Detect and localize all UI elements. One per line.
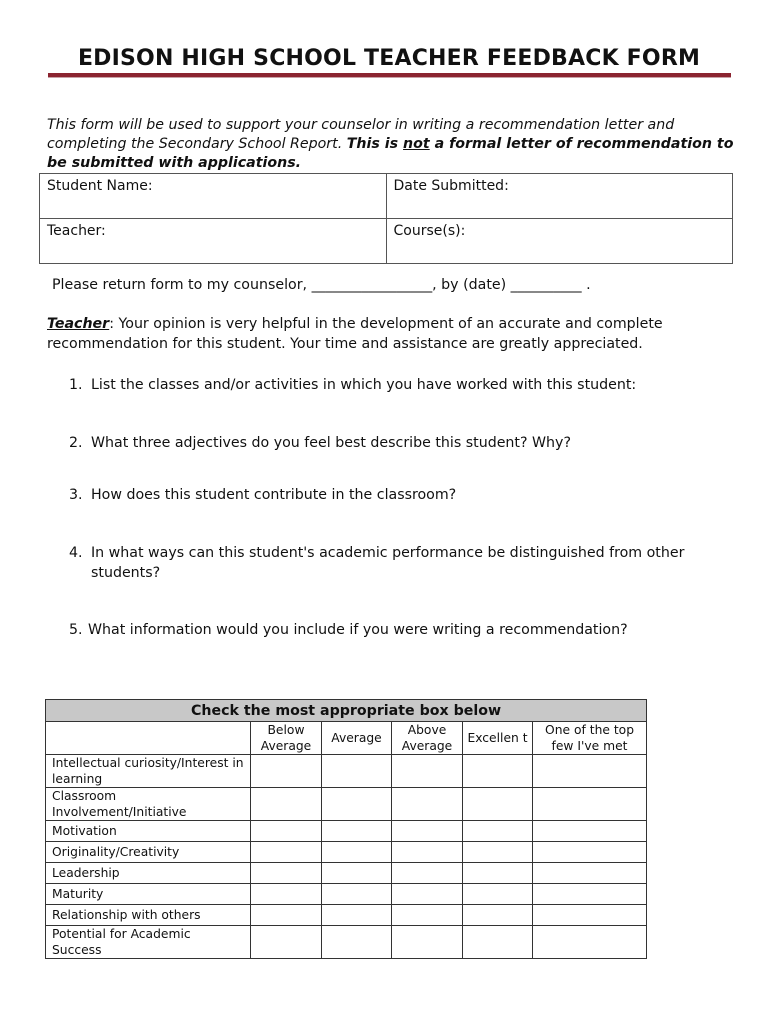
rating-checkbox[interactable] [251, 884, 322, 905]
rating-checkbox[interactable] [463, 926, 533, 959]
teacher-note-text: : Your opinion is very helpful in the development of an accurate and complete recommendation for this student. Your time and assistance are greatly appreciated. [47, 316, 663, 352]
question-number: 2. [69, 435, 83, 451]
intro-text [47, 116, 737, 173]
question-text: List the classes and/or activities in which you have worked with this student: [91, 377, 637, 393]
rating-checkbox[interactable] [463, 755, 533, 788]
rating-checkbox[interactable] [322, 926, 392, 959]
rating-checkbox[interactable] [392, 926, 463, 959]
teacher-label: Teacher: [47, 223, 106, 239]
rating-checkbox[interactable] [322, 905, 392, 926]
table-row [46, 905, 647, 926]
criterion-label: Motivation [46, 821, 251, 842]
question-number: 3. [69, 487, 83, 503]
criterion-label: Leadership [46, 863, 251, 884]
rating-checkbox[interactable] [322, 788, 392, 821]
criterion-label: Maturity [46, 884, 251, 905]
rating-checkbox[interactable] [251, 905, 322, 926]
rating-checkbox[interactable] [463, 905, 533, 926]
col-average: Average [322, 722, 392, 755]
table-row [46, 863, 647, 884]
criterion-label: Classroom Involvement/Initiative [46, 788, 251, 821]
rating-heading: Check the most appropriate box below [46, 700, 647, 722]
question-text: How does this student contribute in the classroom? [91, 487, 457, 503]
return-instructions: Please return form to my counselor, _________________, by (date) __________ . [52, 277, 591, 293]
intro-bold-not: not [403, 136, 430, 152]
question-number: 5. [69, 622, 83, 638]
intro-bold-b: a formal letter of recommendation to be submitted with applications. [47, 136, 734, 171]
rating-checkbox[interactable] [533, 884, 647, 905]
criterion-label: Intellectual curiosity/Interest in learning [46, 755, 251, 788]
rating-checkbox[interactable] [463, 842, 533, 863]
rating-checkbox[interactable] [251, 842, 322, 863]
question-number: 4. [69, 545, 83, 561]
teacher-field[interactable] [40, 219, 387, 264]
rating-checkbox[interactable] [392, 821, 463, 842]
rating-checkbox[interactable] [392, 788, 463, 821]
teacher-note [47, 315, 747, 354]
table-row [46, 884, 647, 905]
student-name-label: Student Name: [47, 178, 153, 194]
table-row [46, 755, 647, 788]
rating-checkbox[interactable] [322, 821, 392, 842]
rating-checkbox[interactable] [533, 905, 647, 926]
courses-label: Course(s): [393, 223, 466, 239]
rating-checkbox[interactable] [463, 821, 533, 842]
student-name-field[interactable] [40, 174, 387, 219]
question-4 [69, 544, 729, 583]
student-info-table [39, 173, 733, 264]
rating-checkbox[interactable] [322, 884, 392, 905]
title-divider [48, 73, 731, 78]
rating-checkbox[interactable] [322, 842, 392, 863]
rating-checkbox[interactable] [392, 755, 463, 788]
question-1 [69, 376, 729, 396]
form-title: EDISON HIGH SCHOOL TEACHER FEEDBACK FORM [77, 46, 701, 71]
rating-checkbox[interactable] [463, 884, 533, 905]
question-3 [69, 486, 729, 506]
date-submitted-label: Date Submitted: [393, 178, 509, 194]
rating-checkbox[interactable] [392, 905, 463, 926]
col-excellent: Excellen t [463, 722, 533, 755]
rating-checkbox[interactable] [533, 755, 647, 788]
rating-checkbox[interactable] [392, 842, 463, 863]
criterion-label: Potential for Academic Success [46, 926, 251, 959]
intro-bold-a: This is [346, 136, 399, 152]
rating-checkbox[interactable] [463, 863, 533, 884]
criteria-header-cell [46, 722, 251, 755]
rating-table [45, 699, 647, 959]
col-below-average: Below Average [251, 722, 322, 755]
rating-checkbox[interactable] [251, 821, 322, 842]
question-text: What information would you include if you were writing a recommendation? [88, 622, 628, 638]
intro-italic: This form will be used to support your counselor in writing a recommendation letter and completing the Secondary School Report. [47, 117, 675, 152]
rating-checkbox[interactable] [533, 788, 647, 821]
rating-checkbox[interactable] [533, 926, 647, 959]
question-text: In what ways can this student's academic performance be distinguished from other students? [91, 545, 685, 581]
rating-checkbox[interactable] [392, 863, 463, 884]
table-row [46, 821, 647, 842]
rating-checkbox[interactable] [322, 755, 392, 788]
question-number: 1. [69, 377, 83, 393]
col-above-average: Above Average [392, 722, 463, 755]
rating-checkbox[interactable] [251, 788, 322, 821]
rating-checkbox[interactable] [251, 926, 322, 959]
rating-checkbox[interactable] [533, 821, 647, 842]
question-5 [69, 621, 729, 641]
table-row [46, 842, 647, 863]
criterion-label: Originality/Creativity [46, 842, 251, 863]
question-2 [69, 434, 729, 454]
rating-checkbox[interactable] [251, 755, 322, 788]
table-row [46, 926, 647, 959]
rating-checkbox[interactable] [463, 788, 533, 821]
teacher-note-label: Teacher [47, 316, 110, 332]
question-text: What three adjectives do you feel best describe this student? Why? [91, 435, 571, 451]
date-submitted-field[interactable] [386, 174, 733, 219]
col-top-few: One of the top few I've met [533, 722, 647, 755]
rating-checkbox[interactable] [251, 863, 322, 884]
rating-checkbox[interactable] [533, 863, 647, 884]
criterion-label: Relationship with others [46, 905, 251, 926]
rating-checkbox[interactable] [533, 842, 647, 863]
table-row [46, 788, 647, 821]
rating-checkbox[interactable] [392, 884, 463, 905]
courses-field[interactable] [386, 219, 733, 264]
rating-checkbox[interactable] [322, 863, 392, 884]
